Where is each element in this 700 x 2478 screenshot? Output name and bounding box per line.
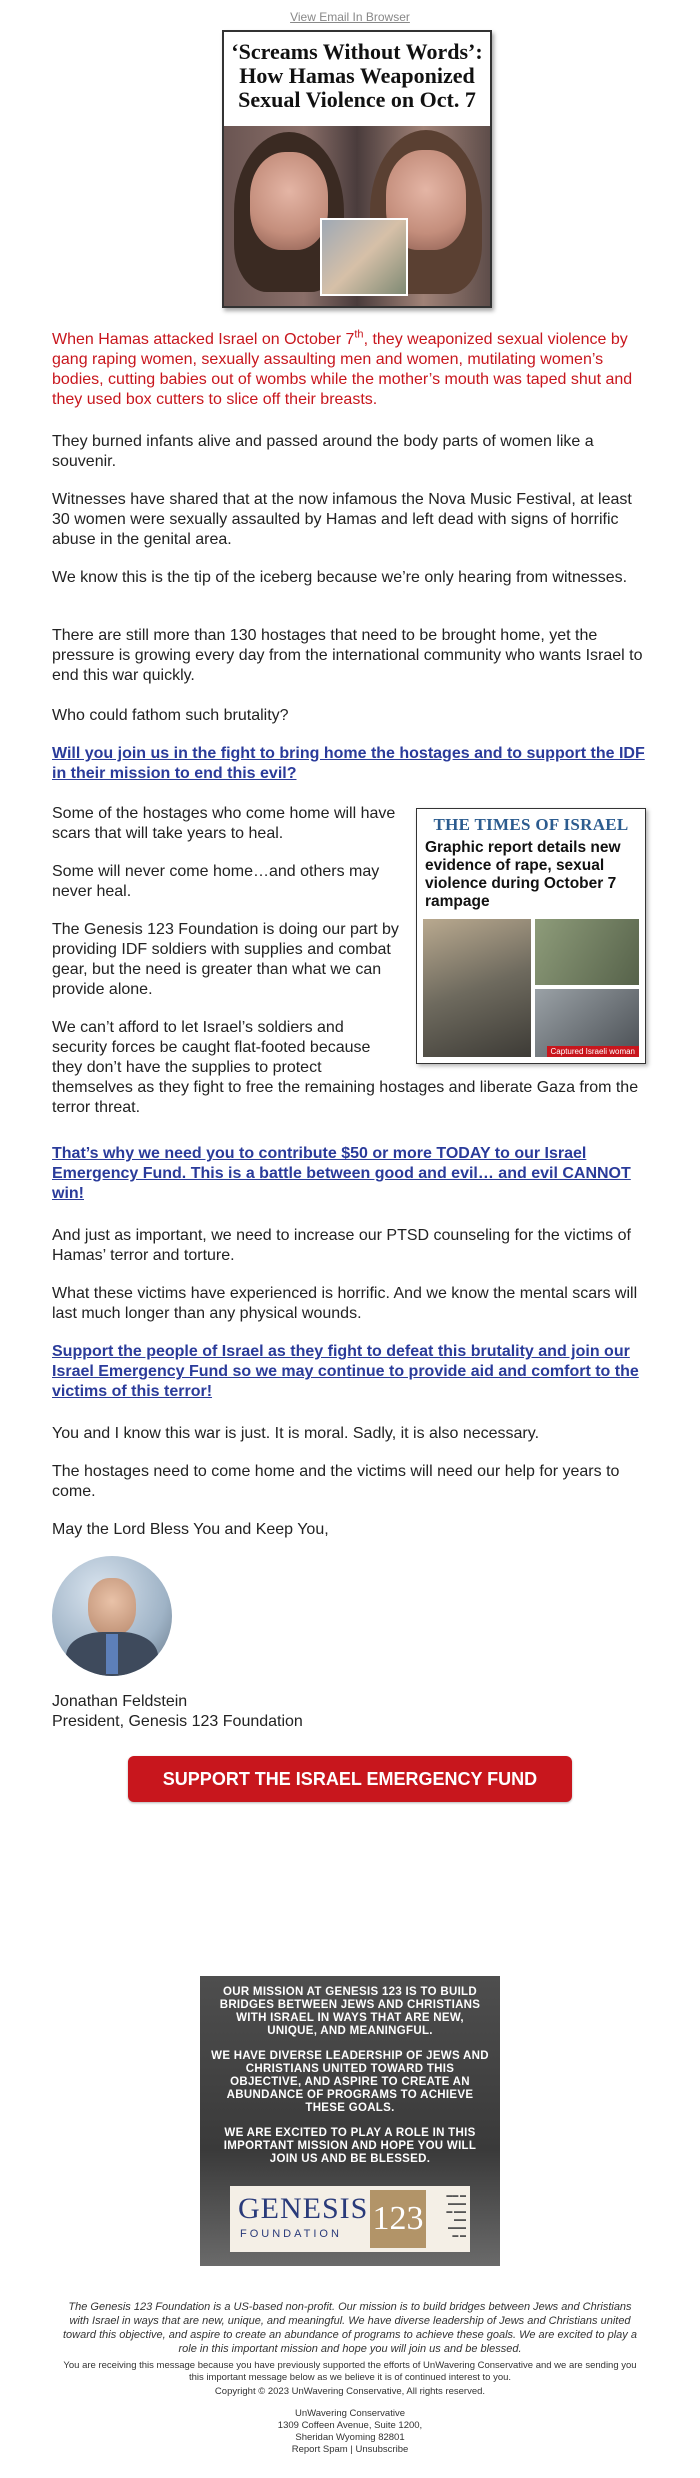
hero-title (224, 32, 490, 120)
intro-text: When Hamas attacked Israel on October 7 (52, 331, 355, 348)
hero-title-line: ‘Screams Without Words’: (231, 39, 483, 64)
logo-subtitle: FOUNDATION (240, 2228, 342, 2240)
logo-wordmark: GENESIS (238, 2192, 369, 2225)
side-paragraph: Some will never come home…and others may never heal. (52, 863, 380, 900)
toi-masthead: THE TIMES OF ISRAEL (433, 815, 629, 834)
signature-name: Jonathan Feldstein (52, 1693, 188, 1710)
toi-photo-top-right (535, 919, 639, 985)
footer-links (60, 2444, 640, 2456)
hero-inset-photo (320, 218, 408, 296)
hero-figure-left-face (250, 152, 328, 250)
toi-caption: Captured Israeli woman (547, 1046, 639, 1057)
paragraph: Witnesses have shared that at the now infamous the Nova Music Festival, at least 30 women were sexually assaulted by Hamas and left dead with signs of horrific abuse in the genital area. (52, 491, 632, 548)
avatar-tie (106, 1634, 118, 1674)
footer-copyright: Copyright © 2023 UnWavering Conservative, All rights reserved. (214, 2386, 486, 2397)
footer-mission-text: The Genesis 123 Foundation is a US-based non-profit. Our mission is to build bridges between Jews and Christians with Israel in ways that are new, unique, and meaningful. We have diverse leadership of Jews and Christians united toward this objective, and aspire to create an abundance of programs to achieve these goals. We are excited to play a role in this important mission and hope you will join us and be blessed. (63, 2301, 637, 2355)
join-fight-link[interactable]: Will you join us in the fight to bring home the hostages and to support the IDF in their mission to end this evil? (52, 745, 645, 782)
side-paragraph: The Genesis 123 Foundation is doing our part by providing IDF soldiers with supplies and combat gear, but the need is greater than what we can provide alone. (52, 921, 399, 998)
mission-text: WE ARE EXCITED TO PLAY A ROLE IN THIS IMPORTANT MISSION AND HOPE YOU WILL JOIN US AND BE BLESSED. (223, 2127, 477, 2165)
hero-title-line: Sexual Violence on Oct. 7 (238, 87, 476, 112)
paragraph: We know this is the tip of the iceberg because we’re only hearing from witnesses. (52, 569, 628, 586)
wrap-line: security forces be caught flat-footed because (52, 1039, 371, 1056)
wrap-line: We can’t afford to let Israel’s soldiers and (52, 1019, 344, 1036)
avatar-face (88, 1578, 136, 1636)
side-paragraph: Some of the hostages who come home will have scars that will take years to heal. (52, 805, 396, 842)
paragraph: You and I know this war is just. It is moral. Sadly, it is also necessary. (52, 1425, 540, 1442)
footer-separator: | (350, 2444, 353, 2455)
view-in-browser-link[interactable]: View Email In Browser (290, 10, 410, 24)
mission-image (200, 1976, 500, 2266)
support-israel-link[interactable]: Support the people of Israel as they fight to defeat this brutality and join our Israel Emergency Fund so we may continue to provide aid and comfort to the victims of this terror! (52, 1343, 639, 1400)
hero-title-line: How Hamas Weaponized (239, 63, 475, 88)
hero-photo (224, 126, 490, 306)
paragraph: May the Lord Bless You and Keep You, (52, 1521, 329, 1538)
paragraph: There are still more than 130 hostages that need to be brought home, yet the pressure is growing every day from the international community who wants Israel to end this war quickly. (52, 627, 643, 684)
report-spam-link[interactable]: Report Spam (291, 2444, 348, 2455)
toi-photo-collage (423, 919, 639, 1057)
times-of-israel-image (416, 808, 646, 1064)
unsubscribe-link[interactable]: Unsubscribe (355, 2444, 409, 2455)
paragraph: The hostages need to come home and the victims will need our help for years to come. (52, 1463, 620, 1500)
wrap-line: they don’t have the supplies to protect (52, 1059, 322, 1076)
signature-title: President, Genesis 123 Foundation (52, 1713, 303, 1730)
paragraph: Who could fathom such brutality? (52, 707, 289, 724)
intro-superscript: th (354, 328, 364, 341)
footer-address: Sheridan Wyoming 82801 (295, 2432, 405, 2443)
paragraph: What these victims have experienced is horrific. And we know the mental scars will last much longer than any physical wounds. (52, 1285, 638, 1322)
contribute-link[interactable]: That’s why we need you to contribute $50 or more TODAY to our Israel Emergency Fund. This is a battle between good and evil… and evil CANNOT win! (52, 1145, 631, 1202)
intro-text-continued: , they weaponized sexual violence by gang raping women, sexually assaulting men and women, mutilating women’s bodies, cutting babies out of wombs while the mother’s mouth was taped shut and they used box cutters to slice off their breasts. (52, 331, 633, 408)
logo-hebrew-text-decoration: ▬▬ ▬ ▬▬▬ ▬ ▬▬ ▬▬ ▬▬▬ ▬ ▬ (446, 2193, 466, 2239)
mission-text: OUR MISSION AT GENESIS 123 IS TO BUILD BRIDGES BETWEEN JEWS AND CHRISTIANS WITH ISRAEL IN WAYS THAT ARE NEW, UNIQUE, AND MEANINGFUL. (219, 1986, 481, 2037)
logo-number: 123 (370, 2190, 426, 2248)
hero-image (222, 30, 492, 308)
footer-notice: You are receiving this message because you have previously supported the efforts of UnWavering Conservative and we are sending you this important message below as we believe it is of continued interest to you. (63, 2360, 637, 2383)
intro-paragraph (52, 330, 650, 410)
toi-headline: Graphic report details new evidence of rape, sexual violence during October 7 rampage (425, 839, 621, 910)
paragraph: And just as important, we need to increase our PTSD counseling for the victims of Hamas’ terror and torture. (52, 1227, 631, 1264)
mission-text: WE HAVE DIVERSE LEADERSHIP OF JEWS AND CHRISTIANS UNITED TOWARD THIS OBJECTIVE, AND ASPIRE TO CREATE AN ABUNDANCE OF PROGRAMS TO ACHIEVE THESE GOALS. (211, 2050, 489, 2114)
paragraph: They burned infants alive and passed around the body parts of women like a souvenir. (52, 433, 594, 470)
genesis-123-logo (230, 2186, 470, 2252)
avatar (52, 1556, 172, 1676)
wrap-rest: themselves as they fight to free the remaining hostages and liberate Gaza from the terror threat. (52, 1079, 639, 1116)
toi-photo-left (423, 919, 531, 1057)
footer-org: UnWavering Conservative (295, 2408, 405, 2419)
footer-address: 1309 Coffeen Avenue, Suite 1200, (277, 2420, 423, 2431)
support-fund-button[interactable]: SUPPORT THE ISRAEL EMERGENCY FUND (128, 1756, 572, 1802)
